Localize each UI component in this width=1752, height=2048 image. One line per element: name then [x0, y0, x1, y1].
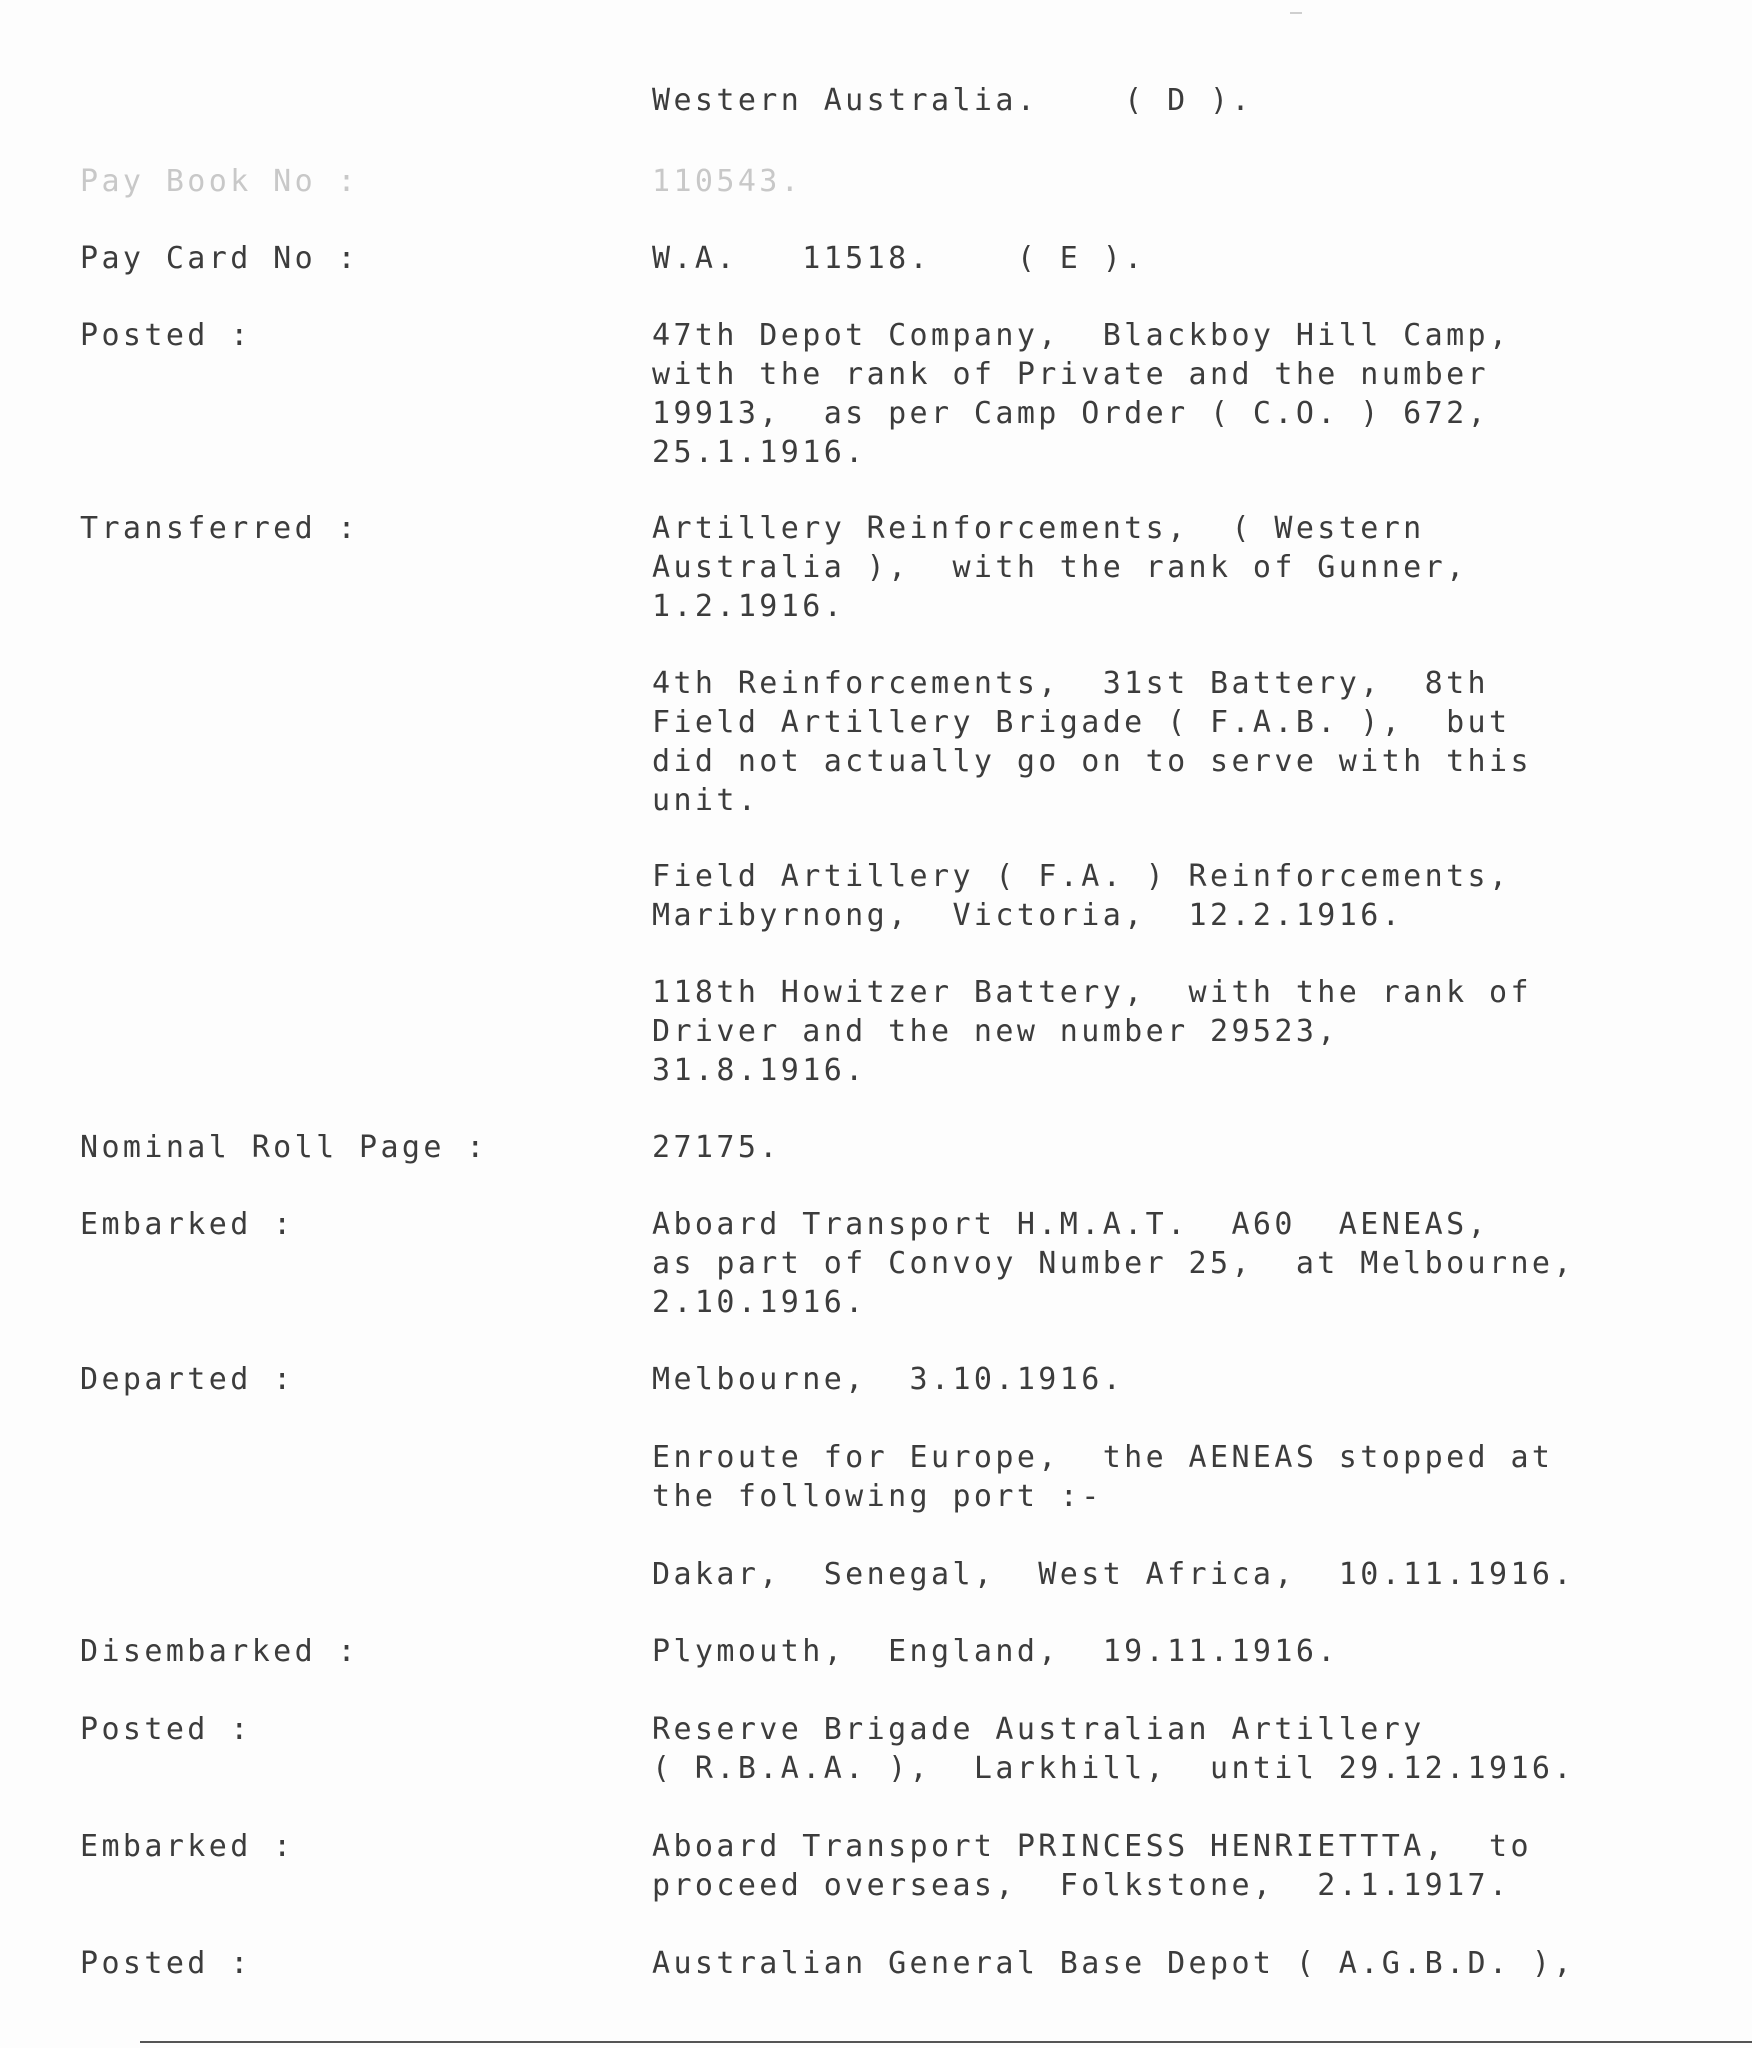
entry-value-line: the following port :- [652, 1479, 1103, 1514]
entry-value-line: Field Artillery ( F.A. ) Reinforcements, [652, 859, 1511, 894]
entry-value-line: unit. [652, 783, 760, 818]
entry-value-pay-card: W.A. 11518. ( E ). [652, 241, 1146, 276]
entry-value-line: ( R.B.A.A. ), Larkhill, until 29.12.1916. [652, 1751, 1575, 1786]
entry-label-posted: Posted : [80, 1946, 252, 1981]
page-bottom-rule [140, 2041, 1752, 2043]
entry-value-line: 118th Howitzer Battery, with the rank of [652, 975, 1532, 1010]
entry-value-nominal-roll: 27175. [652, 1130, 781, 1165]
entry-value-disembarked: Plymouth, England, 19.11.1916. [652, 1634, 1339, 1669]
entry-label-posted: Posted : [80, 1712, 252, 1747]
entry-value-line: Australian General Base Depot ( A.G.B.D. ), [652, 1946, 1575, 1981]
entry-value-line: Maribyrnong, Victoria, 12.2.1916. [652, 898, 1404, 933]
entry-value-line: Enroute for Europe, the AENEAS stopped at [652, 1440, 1554, 1475]
entry-label-posted: Posted : [80, 318, 252, 353]
entry-value-line: 19913, as per Camp Order ( C.O. ) 672, [652, 396, 1489, 431]
entry-label-pay-book: Pay Book No : [80, 164, 359, 199]
entry-value-line: Aboard Transport PRINCESS HENRIETTTA, to [652, 1829, 1532, 1864]
entry-value-line: Artillery Reinforcements, ( Western [652, 511, 1425, 546]
scan-mark [1290, 12, 1302, 14]
entry-value-line: Aboard Transport H.M.A.T. A60 AENEAS, [652, 1207, 1489, 1242]
entry-value-line: as part of Convoy Number 25, at Melbourne, [652, 1246, 1575, 1281]
entry-value-line: 2.10.1916. [652, 1285, 867, 1320]
entry-value-line: with the rank of Private and the number [652, 357, 1489, 392]
entry-label-embarked: Embarked : [80, 1207, 295, 1242]
entry-value-line: did not actually go on to serve with this [652, 744, 1532, 779]
entry-value-line: Dakar, Senegal, West Africa, 10.11.1916. [652, 1557, 1575, 1592]
entry-value-line: 1.2.1916. [652, 589, 846, 624]
entry-value-line: 47th Depot Company, Blackboy Hill Camp, [652, 318, 1511, 353]
entry-label-departed: Departed : [80, 1362, 295, 1397]
entry-label-disembarked: Disembarked : [80, 1634, 359, 1669]
entry-value-line: 31.8.1916. [652, 1053, 867, 1088]
entry-value-line: Australia ), with the rank of Gunner, [652, 550, 1468, 585]
entry-value-line: proceed overseas, Folkstone, 2.1.1917. [652, 1868, 1511, 1903]
entry-label-transferred: Transferred : [80, 511, 359, 546]
record-header: Western Australia. ( D ). [652, 83, 1253, 118]
entry-value-line: Driver and the new number 29523, [652, 1014, 1339, 1049]
entry-label-embarked: Embarked : [80, 1829, 295, 1864]
entry-label-pay-card: Pay Card No : [80, 241, 359, 276]
entry-value-pay-book: 110543. [652, 164, 803, 199]
entry-label-nominal-roll: Nominal Roll Page : [80, 1130, 488, 1165]
entry-value-line: Field Artillery Brigade ( F.A.B. ), but [652, 705, 1511, 740]
entry-value-line: 25.1.1916. [652, 435, 867, 470]
entry-value-line: Reserve Brigade Australian Artillery [652, 1712, 1425, 1747]
entry-value-departed: Melbourne, 3.10.1916. [652, 1362, 1125, 1397]
entry-value-line: 4th Reinforcements, 31st Battery, 8th [652, 666, 1489, 701]
